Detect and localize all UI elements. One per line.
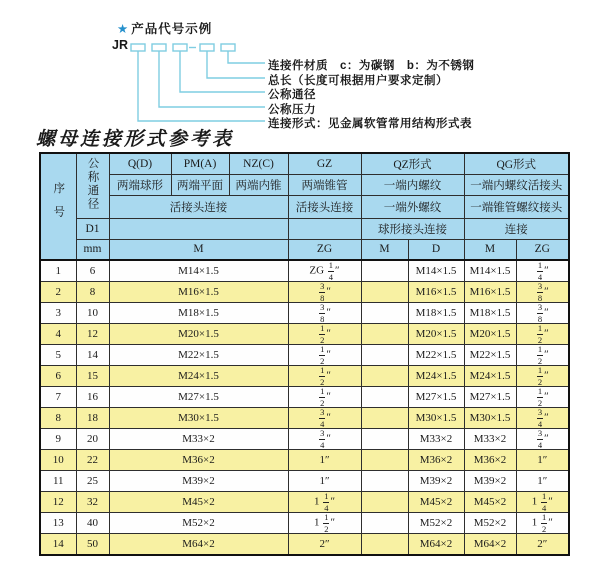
table-cell: M30×1.5	[464, 408, 516, 429]
table-cell	[361, 387, 408, 408]
code-box	[200, 44, 214, 51]
table-cell: M18×1.5	[464, 303, 516, 324]
table-cell: 3	[40, 303, 76, 324]
table-cell: 7	[40, 387, 76, 408]
table-cell: 4	[40, 324, 76, 345]
table-cell: M18×1.5	[408, 303, 464, 324]
table-cell	[361, 492, 408, 513]
table-cell: 2″	[516, 534, 569, 555]
table-cell: M36×2	[464, 450, 516, 471]
header-mm: mm	[76, 239, 109, 260]
table-cell: 8	[40, 408, 76, 429]
table-cell: M52×2	[464, 513, 516, 534]
table-cell: M27×1.5	[464, 387, 516, 408]
table-cell: $\frac{1}{2}$ ″	[288, 366, 361, 387]
code-box	[131, 44, 145, 51]
table-cell: M22×1.5	[109, 345, 288, 366]
page-title: 螺母连接形式参考表	[36, 128, 235, 150]
table-row	[40, 303, 569, 324]
table-body	[40, 260, 569, 555]
table-cell: 16	[76, 387, 109, 408]
table-cell: 32	[76, 492, 109, 513]
header-unit-m1: M	[109, 239, 288, 260]
header-seq	[40, 153, 76, 260]
table-cell: 40	[76, 513, 109, 534]
header-unit-d: D	[408, 239, 464, 260]
code-box	[152, 44, 166, 51]
table-cell: 1 $\frac{1}{4}$ ″	[516, 492, 569, 513]
table-row	[40, 408, 569, 429]
table-cell: M64×2	[464, 534, 516, 555]
header-type-qd: Q(D)	[109, 153, 171, 174]
table-cell: M39×2	[109, 471, 288, 492]
star-icon: ★	[117, 22, 130, 36]
table-row	[40, 260, 569, 282]
table-cell: M33×2	[109, 429, 288, 450]
callout-material: 连接件材质 c：为碳钢 b：为不锈钢	[268, 60, 475, 72]
table-cell: 50	[76, 534, 109, 555]
table-cell: M18×1.5	[109, 303, 288, 324]
table-cell: 13	[40, 513, 76, 534]
header-dn-label: 公称通径	[86, 157, 99, 212]
header-desc-qd: 两端球形	[109, 174, 171, 195]
callout-diameter: 公称通径	[268, 89, 316, 101]
table-row	[40, 387, 569, 408]
table-cell: 12	[40, 492, 76, 513]
table-cell: $\frac{1}{2}$ ″	[288, 387, 361, 408]
table-cell: M16×1.5	[464, 282, 516, 303]
table-cell: M45×2	[109, 492, 288, 513]
table-cell: 1 $\frac{1}{4}$ ″	[288, 492, 361, 513]
header-unit-zg2: ZG	[516, 239, 569, 260]
table-cell	[361, 366, 408, 387]
table-cell	[361, 408, 408, 429]
table-cell: M39×2	[464, 471, 516, 492]
table-cell: $\frac{1}{2}$ ″	[516, 387, 569, 408]
table-row	[40, 429, 569, 450]
table-row	[40, 345, 569, 366]
header-conn-qz: 一端外螺纹	[361, 195, 464, 218]
header-desc-qz: 一端内螺纹	[361, 174, 464, 195]
table-cell: $\frac{1}{4}$ ″	[516, 260, 569, 282]
table-cell	[361, 303, 408, 324]
table-row	[40, 366, 569, 387]
table-cell: M24×1.5	[408, 366, 464, 387]
header-seq-label: 序号	[52, 181, 65, 229]
header-type-gz: GZ	[288, 153, 361, 174]
table-row	[40, 492, 569, 513]
table-cell: 1 $\frac{1}{2}$ ″	[288, 513, 361, 534]
header-desc-gz: 两端锥管	[288, 174, 361, 195]
table-cell: 10	[40, 450, 76, 471]
diagram-heading	[117, 19, 212, 37]
table-cell: M22×1.5	[408, 345, 464, 366]
table-cell: M20×1.5	[464, 324, 516, 345]
table-cell: 25	[76, 471, 109, 492]
table-cell: M45×2	[408, 492, 464, 513]
table-cell: M30×1.5	[109, 408, 288, 429]
table-cell: M30×1.5	[408, 408, 464, 429]
table-cell: M20×1.5	[408, 324, 464, 345]
table-cell: M64×2	[408, 534, 464, 555]
table-row	[40, 534, 569, 555]
table-cell: $\frac{1}{2}$ ″	[516, 345, 569, 366]
table-cell	[361, 345, 408, 366]
table-cell: $\frac{1}{2}$ ″	[288, 345, 361, 366]
table-cell: 18	[76, 408, 109, 429]
table-cell: 8	[76, 282, 109, 303]
header-type-nzc: NZ(C)	[229, 153, 288, 174]
table-cell	[361, 324, 408, 345]
table-cell: 1″	[288, 471, 361, 492]
table-cell: M14×1.5	[408, 260, 464, 282]
table-cell: 1 $\frac{1}{2}$ ″	[516, 513, 569, 534]
table-cell: 12	[76, 324, 109, 345]
table-cell: 22	[76, 450, 109, 471]
table-row	[40, 471, 569, 492]
table-cell: 2	[40, 282, 76, 303]
table-cell: M36×2	[408, 450, 464, 471]
table-cell: $\frac{3}{4}$ ″	[516, 429, 569, 450]
table-cell: M27×1.5	[408, 387, 464, 408]
table-cell: 14	[40, 534, 76, 555]
table-cell: M52×2	[408, 513, 464, 534]
header-type-qg: QG形式	[464, 153, 569, 174]
table-cell: M24×1.5	[109, 366, 288, 387]
code-box	[173, 44, 187, 51]
table-cell: 1	[40, 260, 76, 282]
header-ball-conn: 球形接头连接	[361, 218, 464, 239]
table-cell	[361, 471, 408, 492]
table-cell: M22×1.5	[464, 345, 516, 366]
table-cell: 15	[76, 366, 109, 387]
table-cell: M16×1.5	[109, 282, 288, 303]
table-cell	[361, 450, 408, 471]
header-desc-pma: 两端平面	[171, 174, 229, 195]
header-conn-union: 活接头连接	[109, 195, 288, 218]
table-cell: $\frac{1}{2}$ ″	[288, 324, 361, 345]
table-cell: 2″	[288, 534, 361, 555]
header-blank-gz	[288, 218, 361, 239]
table-row	[40, 513, 569, 534]
header-conn-qg: 一端锥管螺纹接头	[464, 195, 569, 218]
table-cell: M33×2	[464, 429, 516, 450]
table-cell	[361, 534, 408, 555]
table-cell: 6	[40, 366, 76, 387]
table-cell: 11	[40, 471, 76, 492]
code-box	[221, 44, 235, 51]
table-cell: M36×2	[109, 450, 288, 471]
table-cell: 20	[76, 429, 109, 450]
table-row	[40, 324, 569, 345]
table-cell: 9	[40, 429, 76, 450]
table-cell: 5	[40, 345, 76, 366]
table-cell: 6	[76, 260, 109, 282]
table-cell: $\frac{3}{8}$ ″	[516, 303, 569, 324]
header-unit-m3: M	[464, 239, 516, 260]
header-conn: 连接	[464, 218, 569, 239]
table-cell: $\frac{3}{8}$ ″	[516, 282, 569, 303]
table-cell: M33×2	[408, 429, 464, 450]
table-cell	[361, 260, 408, 282]
header-unit-zg1: ZG	[288, 239, 361, 260]
header-type-pma: PM(A)	[171, 153, 229, 174]
table-cell	[361, 429, 408, 450]
table-cell: ZG $\frac{1}{4}$ ″	[288, 260, 361, 282]
table-cell	[361, 282, 408, 303]
table-cell: M14×1.5	[109, 260, 288, 282]
header-conn-gz: 活接头连接	[288, 195, 361, 218]
header-dn	[76, 153, 109, 218]
table-cell: 14	[76, 345, 109, 366]
header-unit-m2: M	[361, 239, 408, 260]
table-cell: $\frac{1}{2}$ ″	[516, 366, 569, 387]
callout-length: 总长（长度可根据用户要求定制）	[268, 75, 448, 87]
table-cell: $\frac{3}{8}$ ″	[288, 303, 361, 324]
table-header	[40, 153, 569, 260]
table-cell: 1″	[516, 450, 569, 471]
table-cell: $\frac{3}{4}$ ″	[516, 408, 569, 429]
table-cell: M39×2	[408, 471, 464, 492]
table-cell: 1″	[288, 450, 361, 471]
table-row	[40, 282, 569, 303]
table-cell: $\frac{1}{2}$ ″	[516, 324, 569, 345]
header-type-qz: QZ形式	[361, 153, 464, 174]
table-cell: M14×1.5	[464, 260, 516, 282]
table-cell: M52×2	[109, 513, 288, 534]
table-cell: M27×1.5	[109, 387, 288, 408]
table-cell: 10	[76, 303, 109, 324]
table-cell: M64×2	[109, 534, 288, 555]
header-desc-qg: 一端内螺纹活接头	[464, 174, 569, 195]
callout-pressure: 公称压力	[268, 104, 316, 116]
header-desc-nzc: 两端内锥	[229, 174, 288, 195]
table-row	[40, 450, 569, 471]
table-cell: M24×1.5	[464, 366, 516, 387]
header-d1: D1	[76, 218, 109, 239]
table-cell: M20×1.5	[109, 324, 288, 345]
table-cell: M45×2	[464, 492, 516, 513]
nut-connection-table	[39, 152, 570, 556]
table-cell: M16×1.5	[408, 282, 464, 303]
table-cell: $\frac{3}{8}$ ″	[288, 282, 361, 303]
code-prefix: JR	[112, 38, 128, 52]
table-cell: 1″	[516, 471, 569, 492]
table-cell	[361, 513, 408, 534]
callout-connection: 连接形式：见金属软管常用结构形式表	[268, 118, 472, 130]
table-cell: $\frac{3}{4}$ ″	[288, 429, 361, 450]
header-blank-left	[109, 218, 288, 239]
diagram-heading-text: 产品代号示例	[131, 22, 213, 36]
table-cell: $\frac{3}{4}$ ″	[288, 408, 361, 429]
